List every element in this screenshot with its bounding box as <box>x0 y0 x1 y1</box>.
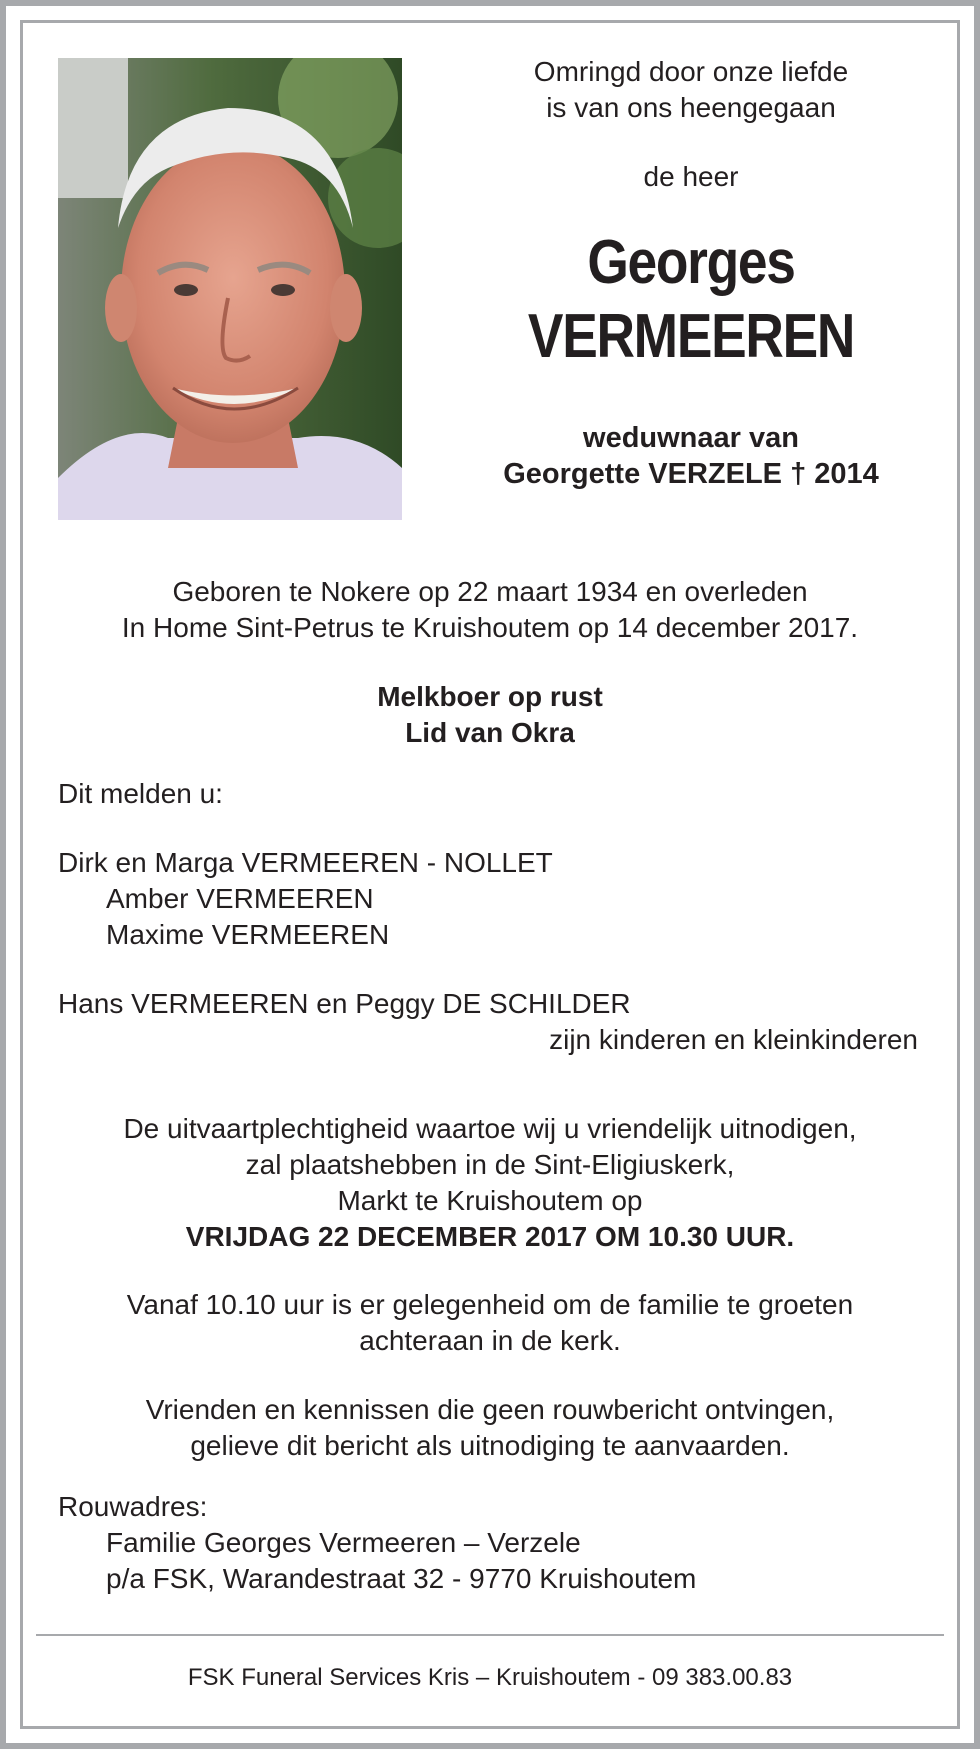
intro-line-1: Omringd door onze liefde <box>533 56 849 87</box>
invitation-line-1: Vrienden en kennissen die geen rouwbericht ontvingen, <box>145 1394 835 1425</box>
address-line-2: p/a FSK, Warandestraat 32 - 9770 Kruishoutem <box>106 1563 697 1594</box>
footer-text: FSK Funeral Services Kris – Kruishoutem - 09 383.00.83 <box>187 1664 793 1691</box>
greeting-line-1: Vanaf 10.10 uur is er gelegenheid om de familie te groeten <box>126 1289 854 1320</box>
spouse-line-1: weduwnaar van <box>583 422 799 454</box>
occupation-line-1: Melkboer op rust <box>377 681 603 712</box>
intro-line-2: is van ons heengegaan <box>546 92 836 123</box>
funeral-line-1: De uitvaartplechtigheid waartoe wij u vriendelijk uitnodigen, <box>123 1113 857 1144</box>
greeting-text <box>0 1287 980 1359</box>
funeral-line-3: Markt te Kruishoutem op <box>337 1185 643 1216</box>
family-relation: zijn kinderen en kleinkinderen <box>549 1024 918 1055</box>
grandchild-2: Maxime VERMEEREN <box>106 919 390 950</box>
title-prefix: de heer <box>643 161 739 192</box>
grandchild-1: Amber VERMEEREN <box>106 883 374 914</box>
footer-divider <box>36 1634 944 1636</box>
address-line-1: Familie Georges Vermeeren – Verzele <box>106 1527 581 1558</box>
greeting-line-2: achteraan in de kerk. <box>359 1325 621 1356</box>
funeral-line-2: zal plaatshebben in de Sint-Eligiuskerk, <box>245 1149 735 1180</box>
family-line-2: Hans VERMEEREN en Peggy DE SCHILDER <box>58 988 631 1019</box>
spouse-info <box>402 420 980 492</box>
address-label: Rouwadres: <box>58 1491 208 1522</box>
spouse-line-2: Georgette VERZELE † 2014 <box>503 458 879 490</box>
last-name: VERMEEREN <box>527 302 855 371</box>
occupation-line-2: Lid van Okra <box>405 717 575 748</box>
funeral-text <box>0 1111 980 1255</box>
portrait-photo <box>58 58 402 520</box>
deceased-name <box>402 226 980 374</box>
occupation-text <box>0 679 980 751</box>
invitation-line-2: gelieve dit bericht als uitnodiging te aanvaarden. <box>190 1430 790 1461</box>
first-name: Georges <box>587 228 795 297</box>
family-line-1: Dirk en Marga VERMEEREN - NOLLET <box>58 847 553 878</box>
funeral-date: VRIJDAG 22 DECEMBER 2017 OM 10.30 UUR. <box>185 1221 795 1252</box>
invitation-text <box>0 1392 980 1464</box>
announced-by: Dit melden u: <box>58 778 223 809</box>
death-line: In Home Sint-Petrus te Kruishoutem op 14 december 2017. <box>121 612 859 643</box>
birth-line: Geboren te Nokere op 22 maart 1934 en overleden <box>172 576 808 607</box>
birth-death-text <box>0 574 980 646</box>
intro-text <box>402 54 980 126</box>
